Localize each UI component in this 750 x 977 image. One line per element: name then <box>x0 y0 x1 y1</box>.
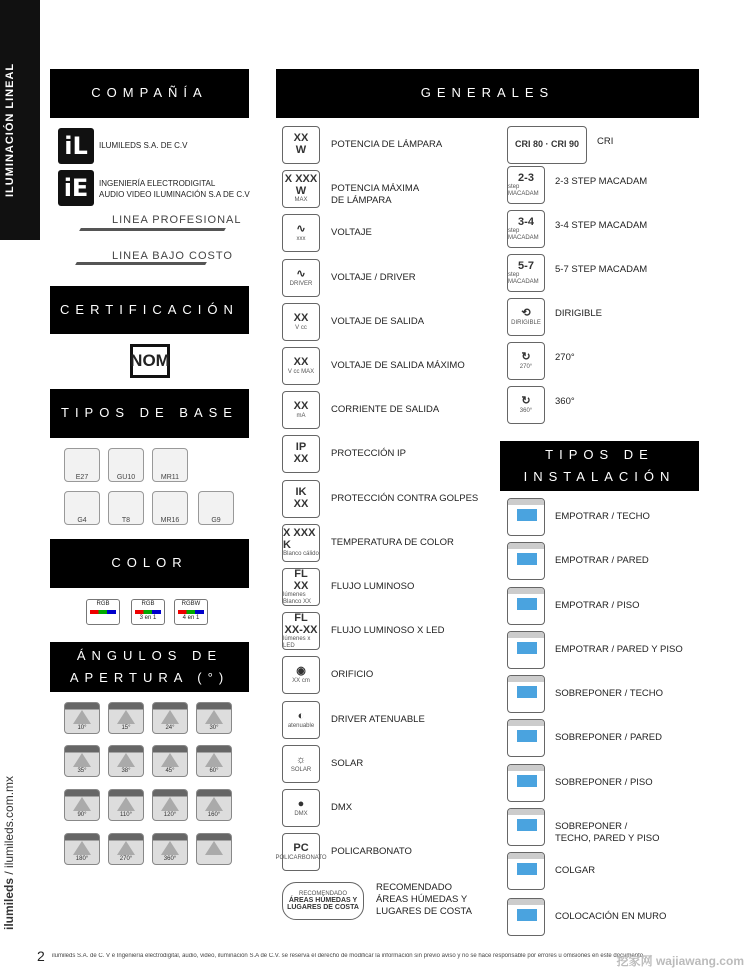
installation-label: COLOCACIÓN EN MURO <box>555 911 667 922</box>
ilumileds-company-name: ILUMILEDS S.A. DE C.V <box>99 141 188 150</box>
spec-icon-4 <box>282 303 320 341</box>
spec-label: PROTECCIÓN CONTRA GOLPES <box>331 493 479 504</box>
spec-icon-11 <box>282 612 320 650</box>
spec-icon-second: XX-XX <box>284 623 318 636</box>
beam-shape <box>205 797 223 811</box>
color-subtype: 4 en 1 <box>182 615 200 621</box>
installation-fixture <box>517 509 537 521</box>
installation-label: SOBREPONER / PISO <box>555 777 653 788</box>
beam-angle-icon <box>196 789 232 821</box>
spec-icon-right-5 <box>507 342 545 380</box>
line-pro-label: LINEA PROFESIONAL <box>112 214 242 226</box>
spec-label: SOLAR <box>331 758 364 769</box>
spec-label: VOLTAJE / DRIVER <box>331 272 416 283</box>
rgb-bar <box>178 610 204 614</box>
ilumileds-logo: iL <box>58 128 94 164</box>
beam-shape <box>161 797 179 811</box>
spec-label: PROTECCIÓN IP <box>331 448 406 459</box>
installation-label: SOBREPONER / PARED <box>555 732 662 743</box>
color-type: RGBW <box>181 601 201 607</box>
spec-icon-sub: XX cm <box>292 677 310 684</box>
spec-label: 2-3 STEP MACADAM <box>555 176 648 187</box>
base-label: G9 <box>211 517 221 524</box>
base-label: E27 <box>75 474 89 481</box>
angles-heading-line-2: APERTURA (°) <box>69 670 230 685</box>
nom-logo: NOM <box>130 344 170 378</box>
spec-icon-main: PC <box>293 842 309 855</box>
spec-icon-main: ∿ <box>296 223 306 236</box>
spec-icon-sub: DRIVER <box>289 280 313 287</box>
beam-angle-label: 180° <box>75 856 89 862</box>
beam-angle-icon <box>196 833 232 865</box>
beam-shape <box>117 841 135 855</box>
beam-angle-icon <box>64 789 100 821</box>
spec-icon-right-3 <box>507 254 545 292</box>
spec-icon-sub: 360° <box>519 407 533 414</box>
spec-icon-sub: atenuable <box>287 722 315 729</box>
spec-icon-main: 5-7 <box>518 259 534 272</box>
installation-fixture <box>517 863 537 875</box>
beam-angle-icon <box>152 702 188 734</box>
beam-shape <box>205 753 223 767</box>
spec-icon-main: XX <box>293 400 309 413</box>
beam-angle-icon <box>64 833 100 865</box>
beam-shape <box>205 841 223 855</box>
installation-label: EMPOTRAR / PARED <box>555 555 649 566</box>
spec-icon-sub: mA <box>296 412 306 419</box>
ie-logo: iE <box>58 170 94 206</box>
beam-angle-label: 90° <box>77 812 87 818</box>
beam-angle-icon <box>108 702 144 734</box>
spec-icon-main: IK <box>295 486 307 499</box>
spec-icon-sub: lúmenes x LED <box>283 636 311 649</box>
company-heading: COMPAÑÍA <box>50 69 249 118</box>
spec-icon-main: ◐ <box>297 710 305 723</box>
rgb-bar <box>90 610 116 614</box>
line-pro-stroke <box>79 228 226 231</box>
spec-icon-second: W <box>295 184 307 197</box>
spec-icon-14 <box>282 745 320 783</box>
installation-icon <box>507 587 545 625</box>
spec-label: POLICARBONATO <box>331 846 412 857</box>
installation-icon <box>507 852 545 890</box>
beam-angle-label: 120° <box>163 812 177 818</box>
installation-label: EMPOTRAR / PARED Y PISO <box>555 644 683 655</box>
installation-fixture <box>517 642 537 654</box>
ie-company-name-1: INGENIERÍA ELECTRODIGITAL <box>99 179 216 188</box>
installation-icon <box>507 898 545 936</box>
spec-label: VOLTAJE DE SALIDA MÁXIMO <box>331 360 465 371</box>
angles-heading <box>50 642 249 692</box>
installation-icon <box>507 631 545 669</box>
watermark: 挖家网 wajiawang.com <box>616 954 744 968</box>
ie-company-name-2: AUDIO VIDEO ILUMINACIÓN S.A DE C.V <box>99 190 250 199</box>
spec-icon-sub: 270° <box>519 363 533 370</box>
base-label: GU10 <box>116 474 136 481</box>
spec-icon-main: ↻ <box>521 351 531 364</box>
installation-fixture <box>517 909 537 921</box>
spec-icon-15 <box>282 789 320 827</box>
installation-heading <box>500 441 699 491</box>
installation-label: COLGAR <box>555 865 596 876</box>
beam-angle-icon <box>108 789 144 821</box>
spec-icon-5 <box>282 347 320 385</box>
spec-label: 5-7 STEP MACADAM <box>555 264 648 275</box>
spec-icon-main: CRI 80 · CRI 90 <box>514 139 580 150</box>
spec-icon-second: XX <box>293 453 309 465</box>
installation-icon <box>507 719 545 757</box>
installation-label: SOBREPONER / TECHO <box>555 688 664 699</box>
color-type: RGB <box>96 601 110 607</box>
spec-label: DMX <box>331 802 353 813</box>
page-number: 2 <box>37 948 45 964</box>
spec-icon-second: XX <box>293 579 309 592</box>
spec-icon-main: ∿ <box>296 268 306 281</box>
beam-angle-label: 110° <box>120 812 132 818</box>
beam-angle-label: 270° <box>119 856 133 862</box>
brand-url: / ilumileds.com.mx <box>2 775 16 875</box>
spec-icon-sub: step MACADAM <box>508 228 539 241</box>
beam-angle-icon <box>152 745 188 777</box>
spec-icon-6 <box>282 391 320 429</box>
beam-angle-icon <box>64 745 100 777</box>
spec-icon-0 <box>282 126 320 164</box>
spec-label: ORIFICIO <box>331 669 374 680</box>
installation-surface <box>508 543 544 549</box>
spec-icon-3 <box>282 259 320 297</box>
spec-icon-main: 3-4 <box>518 215 534 228</box>
spec-icon-main: FL <box>294 612 308 625</box>
angles-heading-line-1: ÁNGULOS DE <box>76 647 223 663</box>
spec-label: 270° <box>555 352 575 363</box>
spec-label: 3-4 STEP MACADAM <box>555 220 648 231</box>
spec-label: POTENCIA MÁXIMA DE LÁMPARA <box>331 183 420 206</box>
spec-icon-main: IP <box>295 441 307 454</box>
spec-icon-main: X XXX <box>284 173 318 186</box>
base-label: MR16 <box>160 517 180 524</box>
spec-label: FLUJO LUMINOSO <box>331 581 415 592</box>
beam-shape <box>73 753 91 767</box>
spec-icon-sub: step MACADAM <box>508 272 539 285</box>
spec-label: DIRIGIBLE <box>555 308 602 319</box>
beam-angle-icon <box>108 833 144 865</box>
installation-heading-line-1: TIPOS DE <box>545 446 654 462</box>
spec-icon-main: X XXX K <box>283 527 316 551</box>
spec-icon-right-1 <box>507 166 545 204</box>
beam-angle-icon <box>64 702 100 734</box>
installation-fixture <box>517 730 537 742</box>
spec-icon-right-0 <box>507 126 587 164</box>
spec-icon-right-6 <box>507 386 545 424</box>
humid-icon-line-2: ÁREAS HÚMEDAS Y LUGARES DE COSTA <box>287 896 359 912</box>
spec-icon-1 <box>282 170 320 208</box>
base-label: MR11 <box>160 474 180 481</box>
beam-shape <box>117 753 135 767</box>
spec-icon-main: ◉ <box>296 665 306 678</box>
base-label: G4 <box>77 517 87 524</box>
spec-icon-7 <box>282 435 320 473</box>
spec-label: VOLTAJE DE SALIDA <box>331 316 425 327</box>
base-label: T8 <box>121 517 131 524</box>
installation-fixture <box>517 598 537 610</box>
installation-label: EMPOTRAR / TECHO <box>555 511 650 522</box>
spec-icon-sub: DMX <box>294 810 308 817</box>
beam-angle-icon <box>108 745 144 777</box>
rgb-bar <box>135 610 161 614</box>
section-title-vertical: ILUMINACIÓN LINEAL <box>4 62 16 198</box>
installation-surface <box>508 588 544 594</box>
beam-angle-label: 24° <box>165 725 175 731</box>
spec-label: POTENCIA DE LÁMPARA <box>331 139 443 150</box>
spec-label: FLUJO LUMINOSO X LED <box>331 625 445 636</box>
humid-icon-line-1: RECOMENDADO <box>298 890 347 897</box>
beam-angle-label: 30° <box>209 725 219 731</box>
spec-icon-sub: V cc MAX <box>287 368 315 375</box>
color-subtype: 3 en 1 <box>139 615 157 621</box>
beam-angle-label: 10° <box>77 725 87 731</box>
beam-angle-icon <box>196 745 232 777</box>
spec-icon-right-2 <box>507 210 545 248</box>
spec-label: CRI <box>597 136 614 147</box>
spec-label: CORRIENTE DE SALIDA <box>331 404 440 415</box>
installation-surface <box>508 899 544 905</box>
spec-label: 360° <box>555 396 575 407</box>
spec-icon-2 <box>282 214 320 252</box>
installation-surface <box>508 720 544 726</box>
beam-shape <box>161 753 179 767</box>
spec-icon-13 <box>282 701 320 739</box>
spec-icon-sub: V cc <box>295 324 307 331</box>
installation-surface <box>508 499 544 505</box>
spec-icon-10 <box>282 568 320 606</box>
spec-label: DRIVER ATENUABLE <box>331 714 425 725</box>
spec-icon-main: ⟲ <box>521 307 531 320</box>
spec-icon-16 <box>275 833 327 871</box>
beam-shape <box>73 841 91 855</box>
rgbw-4in1-color-icon <box>174 599 208 625</box>
installation-surface <box>508 676 544 682</box>
spec-icon-main: ● <box>297 798 305 811</box>
spec-icon-sub: SOLAR <box>290 766 312 773</box>
line-low-stroke <box>75 262 207 265</box>
color-heading: COLOR <box>50 539 249 588</box>
spec-icon-right-4 <box>507 298 545 336</box>
rgb-3in1-color-icon <box>131 599 165 625</box>
spec-icon-main: XX <box>293 356 309 369</box>
spec-icon-main: ☼ <box>295 754 307 767</box>
brand-name: ilumileds <box>2 877 16 930</box>
installation-icon <box>507 498 545 536</box>
spec-icon-9 <box>282 524 320 562</box>
spec-label: VOLTAJE <box>331 227 372 238</box>
installation-fixture <box>517 686 537 698</box>
spec-icon-second: XX <box>293 498 309 510</box>
spec-icon-8 <box>282 480 320 518</box>
beam-angle-icon <box>152 789 188 821</box>
beam-angle-label: 45° <box>165 768 175 774</box>
installation-fixture <box>517 553 537 565</box>
installation-label: SOBREPONER / TECHO, PARED Y PISO <box>555 821 660 844</box>
beam-shape <box>161 710 179 724</box>
beam-shape <box>73 797 91 811</box>
rgb-color-icon <box>86 599 120 625</box>
beam-angle-icon <box>196 702 232 734</box>
spec-icon-main: 2-3 <box>518 171 534 184</box>
installation-fixture <box>517 775 537 787</box>
installation-icon <box>507 675 545 713</box>
beam-angle-label: 38° <box>121 768 131 774</box>
spec-icon-main: XX <box>293 312 309 325</box>
spec-icon-sub: MAX <box>294 197 308 204</box>
beam-angle-label: 160° <box>207 812 221 818</box>
beam-angle-label: 35° <box>77 768 87 774</box>
color-type: RGB <box>141 601 155 607</box>
installation-icon <box>507 764 545 802</box>
spec-icon-sub: step MACADAM <box>508 184 539 197</box>
spec-icon-sub: DIRIGIBLE <box>511 319 541 326</box>
spec-icon-sub: xxx <box>296 235 306 242</box>
installation-heading-line-2: INSTALACIÓN <box>523 469 676 484</box>
beam-angle-icon <box>152 833 188 865</box>
spec-icon-main: XX <box>293 132 309 145</box>
beam-shape <box>117 710 135 724</box>
beam-shape <box>73 710 91 724</box>
installation-surface <box>508 765 544 771</box>
installation-fixture <box>517 819 537 831</box>
beam-angle-label: 60° <box>209 768 219 774</box>
installation-surface <box>508 632 544 638</box>
installation-label: EMPOTRAR / PISO <box>555 600 640 611</box>
spec-icon-main: FL <box>294 568 308 581</box>
beam-shape <box>161 841 179 855</box>
beam-shape <box>205 710 223 724</box>
beam-angle-label: 360° <box>163 856 177 862</box>
beam-angle-label: 15° <box>121 725 131 731</box>
spec-icon-sub: Blanco cálido <box>283 551 319 558</box>
installation-icon <box>507 808 545 846</box>
humid-areas-label: RECOMENDADO ÁREAS HÚMEDAS Y LUGARES DE COSTA <box>376 882 472 917</box>
spec-icon-main: ↻ <box>521 395 531 408</box>
installation-surface <box>508 809 544 815</box>
installation-surface <box>508 853 544 859</box>
spec-icon-second: W <box>295 144 307 156</box>
installation-icon <box>507 542 545 580</box>
section-side-tab <box>0 0 40 240</box>
side-url <box>2 730 32 930</box>
certification-heading: CERTIFICACIÓN <box>50 286 249 334</box>
line-low-label: LINEA BAJO COSTO <box>112 250 233 262</box>
spec-icon-12 <box>282 656 320 694</box>
spec-label: TEMPERATURA DE COLOR <box>331 537 454 548</box>
footer-disclaimer: ilumileds S.A. de C. V e Ingeniería electrodigital, audio, video, iluminación S.A de C.V. se reserva el derecho de modificar la información sin previo aviso y no se hace responsable por errores u omisiones en este documento. <box>52 953 645 959</box>
spec-icon-sub: lúmenes Blanco XX <box>283 592 312 605</box>
base-types-heading: TIPOS DE BASE <box>50 389 249 438</box>
general-heading: GENERALES <box>276 69 699 118</box>
beam-shape <box>117 797 135 811</box>
spec-icon-sub: POLICARBONATO <box>275 854 327 861</box>
humid-areas-icon <box>282 882 364 920</box>
